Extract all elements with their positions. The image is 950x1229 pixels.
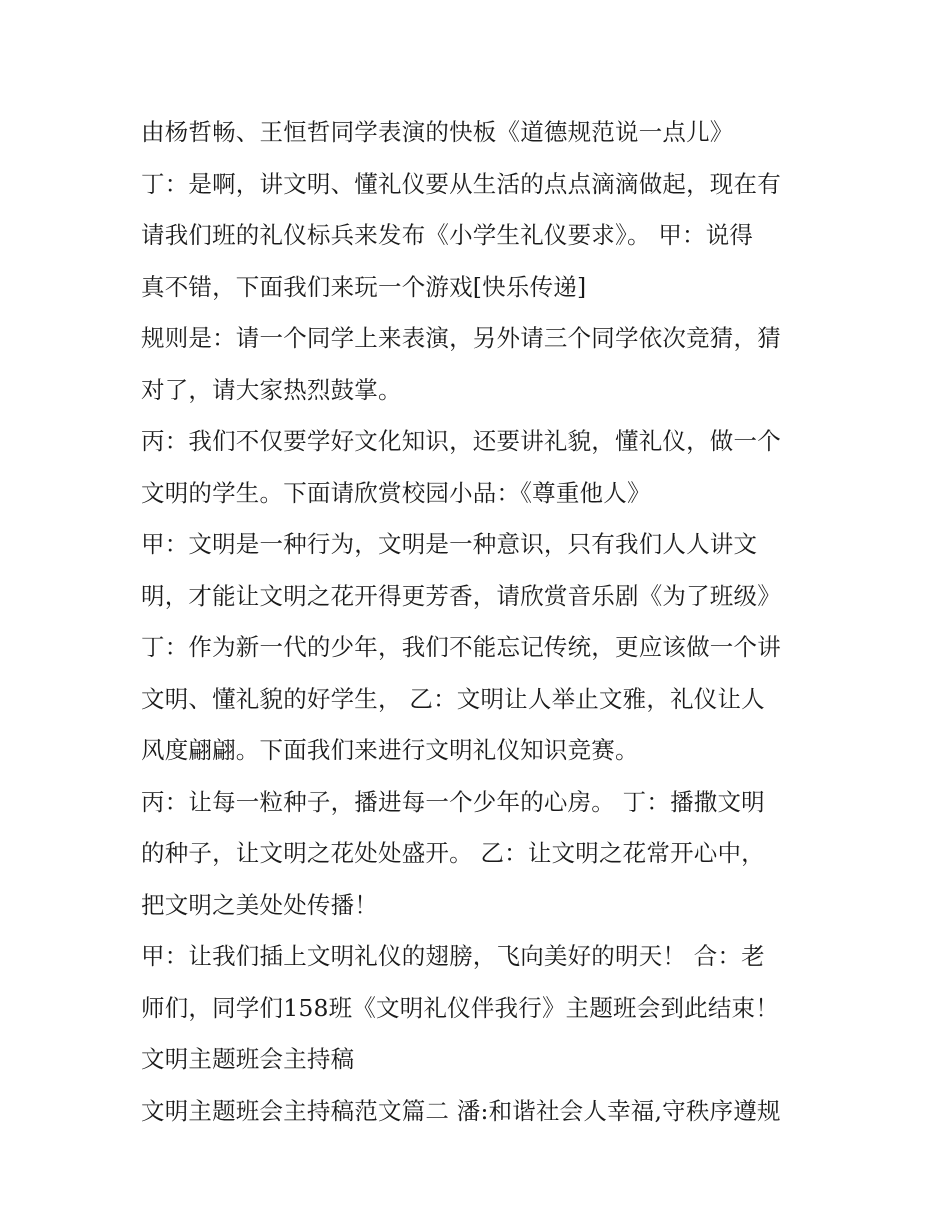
section-heading: 文明主题班会主持稿: [141, 1045, 355, 1073]
text-line: 丙：我们不仅要学好文化知识，还要讲礼貌，懂礼仪，做一个: [141, 427, 781, 455]
text-line: 明，才能让文明之花开得更芳香，请欣赏音乐剧《为了班级》: [141, 581, 781, 610]
text-line: 对了，请大家热烈鼓掌。: [141, 375, 402, 404]
text-line: 丁：是啊，讲文明、懂礼仪要从生活的点点滴滴做起，现在有: [141, 169, 781, 198]
text-line: 请我们班的礼仪标兵来发布《小学生礼仪要求》。 甲：说得: [141, 221, 754, 249]
text-line: 风度翩翩。下面我们来进行文明礼仪知识竞赛。: [141, 736, 639, 764]
text-line: 文明、懂礼貌的好学生， 乙：文明让人举止文雅，礼仪让人: [141, 684, 765, 713]
text-line: 把文明之美处处传播！: [141, 890, 378, 919]
text-line: 由杨哲畅、王恒哲同学表演的快板《道德规范说一点儿》: [141, 118, 734, 146]
text-line: 文明主题班会主持稿范文篇二 潘:和谐社会人幸福,守秩序遵规: [141, 1096, 781, 1125]
text-line: 真不错，下面我们来玩一个游戏[快乐传递]: [141, 272, 587, 301]
text-line: 规则是：请一个同学上来表演，另外请三个同学依次竞猜，猜: [141, 324, 781, 352]
text-line: 甲：让我们插上文明礼仪的翅膀，飞向美好的明天！ 合：老: [141, 942, 765, 970]
text-line: 甲：文明是一种行为，文明是一种意识，只有我们人人讲文: [141, 530, 758, 558]
text-line: 的种子，让文明之花处处盛开。 乙：让文明之花常开心中，: [141, 839, 765, 867]
text-line: 师们，同学们158班《文明礼仪伴我行》主题班会到此结束！: [141, 993, 779, 1022]
body-text: [141, 107, 821, 1137]
text-line: 丁：作为新一代的少年，我们不能忘记传统，更应该做一个讲: [141, 633, 781, 661]
text-line: 丙：让每一粒种子，播进每一个少年的心房。 丁：播撒文明: [141, 787, 765, 816]
text-line: 文明的学生。下面请欣赏校园小品：《尊重他人》: [141, 478, 651, 507]
